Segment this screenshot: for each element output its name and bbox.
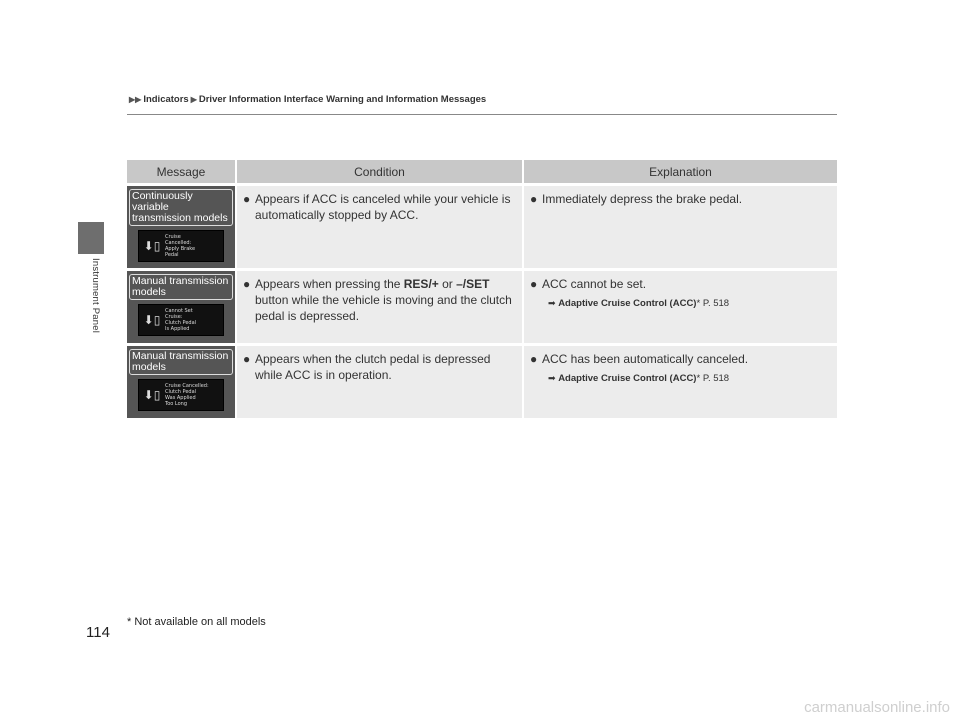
section-tab <box>78 222 104 254</box>
bullet-icon: ● <box>243 352 251 366</box>
bullet-icon: ● <box>243 192 251 206</box>
table-row <box>127 271 837 343</box>
display-screen <box>138 230 224 262</box>
model-label: Manual transmission models <box>129 274 233 300</box>
reference-page: P. 518 <box>702 298 730 309</box>
clutch-icon: ⬇▯ <box>143 388 161 402</box>
condition-text-part: Appears when pressing the <box>255 277 404 291</box>
condition-cell <box>235 186 522 268</box>
condition-cell <box>235 346 522 418</box>
display-screen <box>138 379 224 411</box>
header-explanation: Explanation <box>522 160 837 183</box>
reference-arrow-icon: ➡ <box>548 373 556 383</box>
condition-text <box>255 276 516 324</box>
breadcrumb-arrow-icon: ▶▶ <box>129 95 142 104</box>
page-number: 114 <box>86 624 110 641</box>
explanation-text: ACC has been automatically canceled. <box>542 352 749 366</box>
explanation-cell <box>522 346 837 418</box>
res-button-label: RES/+ <box>403 277 439 291</box>
screen-message: Cannot Set Cruise: Clutch Pedal Is Applied <box>165 308 197 332</box>
explanation-cell <box>522 271 837 343</box>
message-cell <box>127 271 235 343</box>
set-button-label: –/SET <box>456 277 490 291</box>
section-label: Instrument Panel <box>90 258 101 334</box>
condition-text: Appears when the clutch pedal is depressed while ACC is in operation. <box>255 352 491 382</box>
table-row <box>127 346 837 418</box>
reference-page: P. 518 <box>702 373 730 384</box>
breadcrumb-item-messages[interactable]: Driver Information Interface Warning and Information Messages <box>198 94 487 105</box>
bullet-icon: ● <box>243 277 251 291</box>
message-cell <box>127 186 235 268</box>
condition-cell <box>235 271 522 343</box>
model-label: Continuously variable transmission models <box>129 189 233 226</box>
clutch-icon: ⬇▯ <box>143 313 161 327</box>
condition-text: Appears if ACC is canceled while your vehicle is automatically stopped by ACC. <box>255 192 511 222</box>
messages-table <box>127 157 837 421</box>
cross-reference[interactable]: ➡ Adaptive Cruise Control (ACC)* P. 518 <box>548 373 730 384</box>
condition-text-part: or <box>438 277 457 291</box>
reference-title: Adaptive Cruise Control (ACC) <box>558 373 697 384</box>
breadcrumb-arrow-icon: ▶ <box>190 95 197 104</box>
cruise-icon: ⬇▯ <box>143 239 161 253</box>
table-row <box>127 186 837 268</box>
cross-reference[interactable]: ➡ Adaptive Cruise Control (ACC)* P. 518 <box>548 298 730 309</box>
condition-text-part: button while the vehicle is moving and the clutch pedal is depressed. <box>255 293 512 323</box>
header-message: Message <box>127 160 235 183</box>
screen-message: Cruise Cancelled: Apply Brake Pedal <box>165 234 196 258</box>
explanation-cell <box>522 186 837 268</box>
explanation-text: ACC cannot be set. <box>542 277 647 291</box>
footnote: * Not available on all models <box>127 616 266 628</box>
reference-arrow-icon: ➡ <box>548 298 556 308</box>
reference-title: Adaptive Cruise Control (ACC) <box>558 298 697 309</box>
breadcrumb-item-indicators[interactable]: Indicators <box>143 94 189 105</box>
header-condition: Condition <box>235 160 522 183</box>
breadcrumb <box>127 94 486 105</box>
screen-message: Cruise Cancelled: Clutch Pedal Was Applied Too Long <box>165 383 209 407</box>
bullet-icon: ● <box>530 192 538 206</box>
header-rule <box>127 114 837 115</box>
message-cell <box>127 346 235 418</box>
bullet-icon: ● <box>530 277 538 291</box>
explanation-text: Immediately depress the brake pedal. <box>542 192 743 206</box>
display-screen <box>138 304 224 336</box>
table-header-row <box>127 160 837 183</box>
bullet-icon: ● <box>530 352 538 366</box>
watermark: carmanualsonline.info <box>804 699 950 716</box>
model-label: Manual transmission models <box>129 349 233 375</box>
